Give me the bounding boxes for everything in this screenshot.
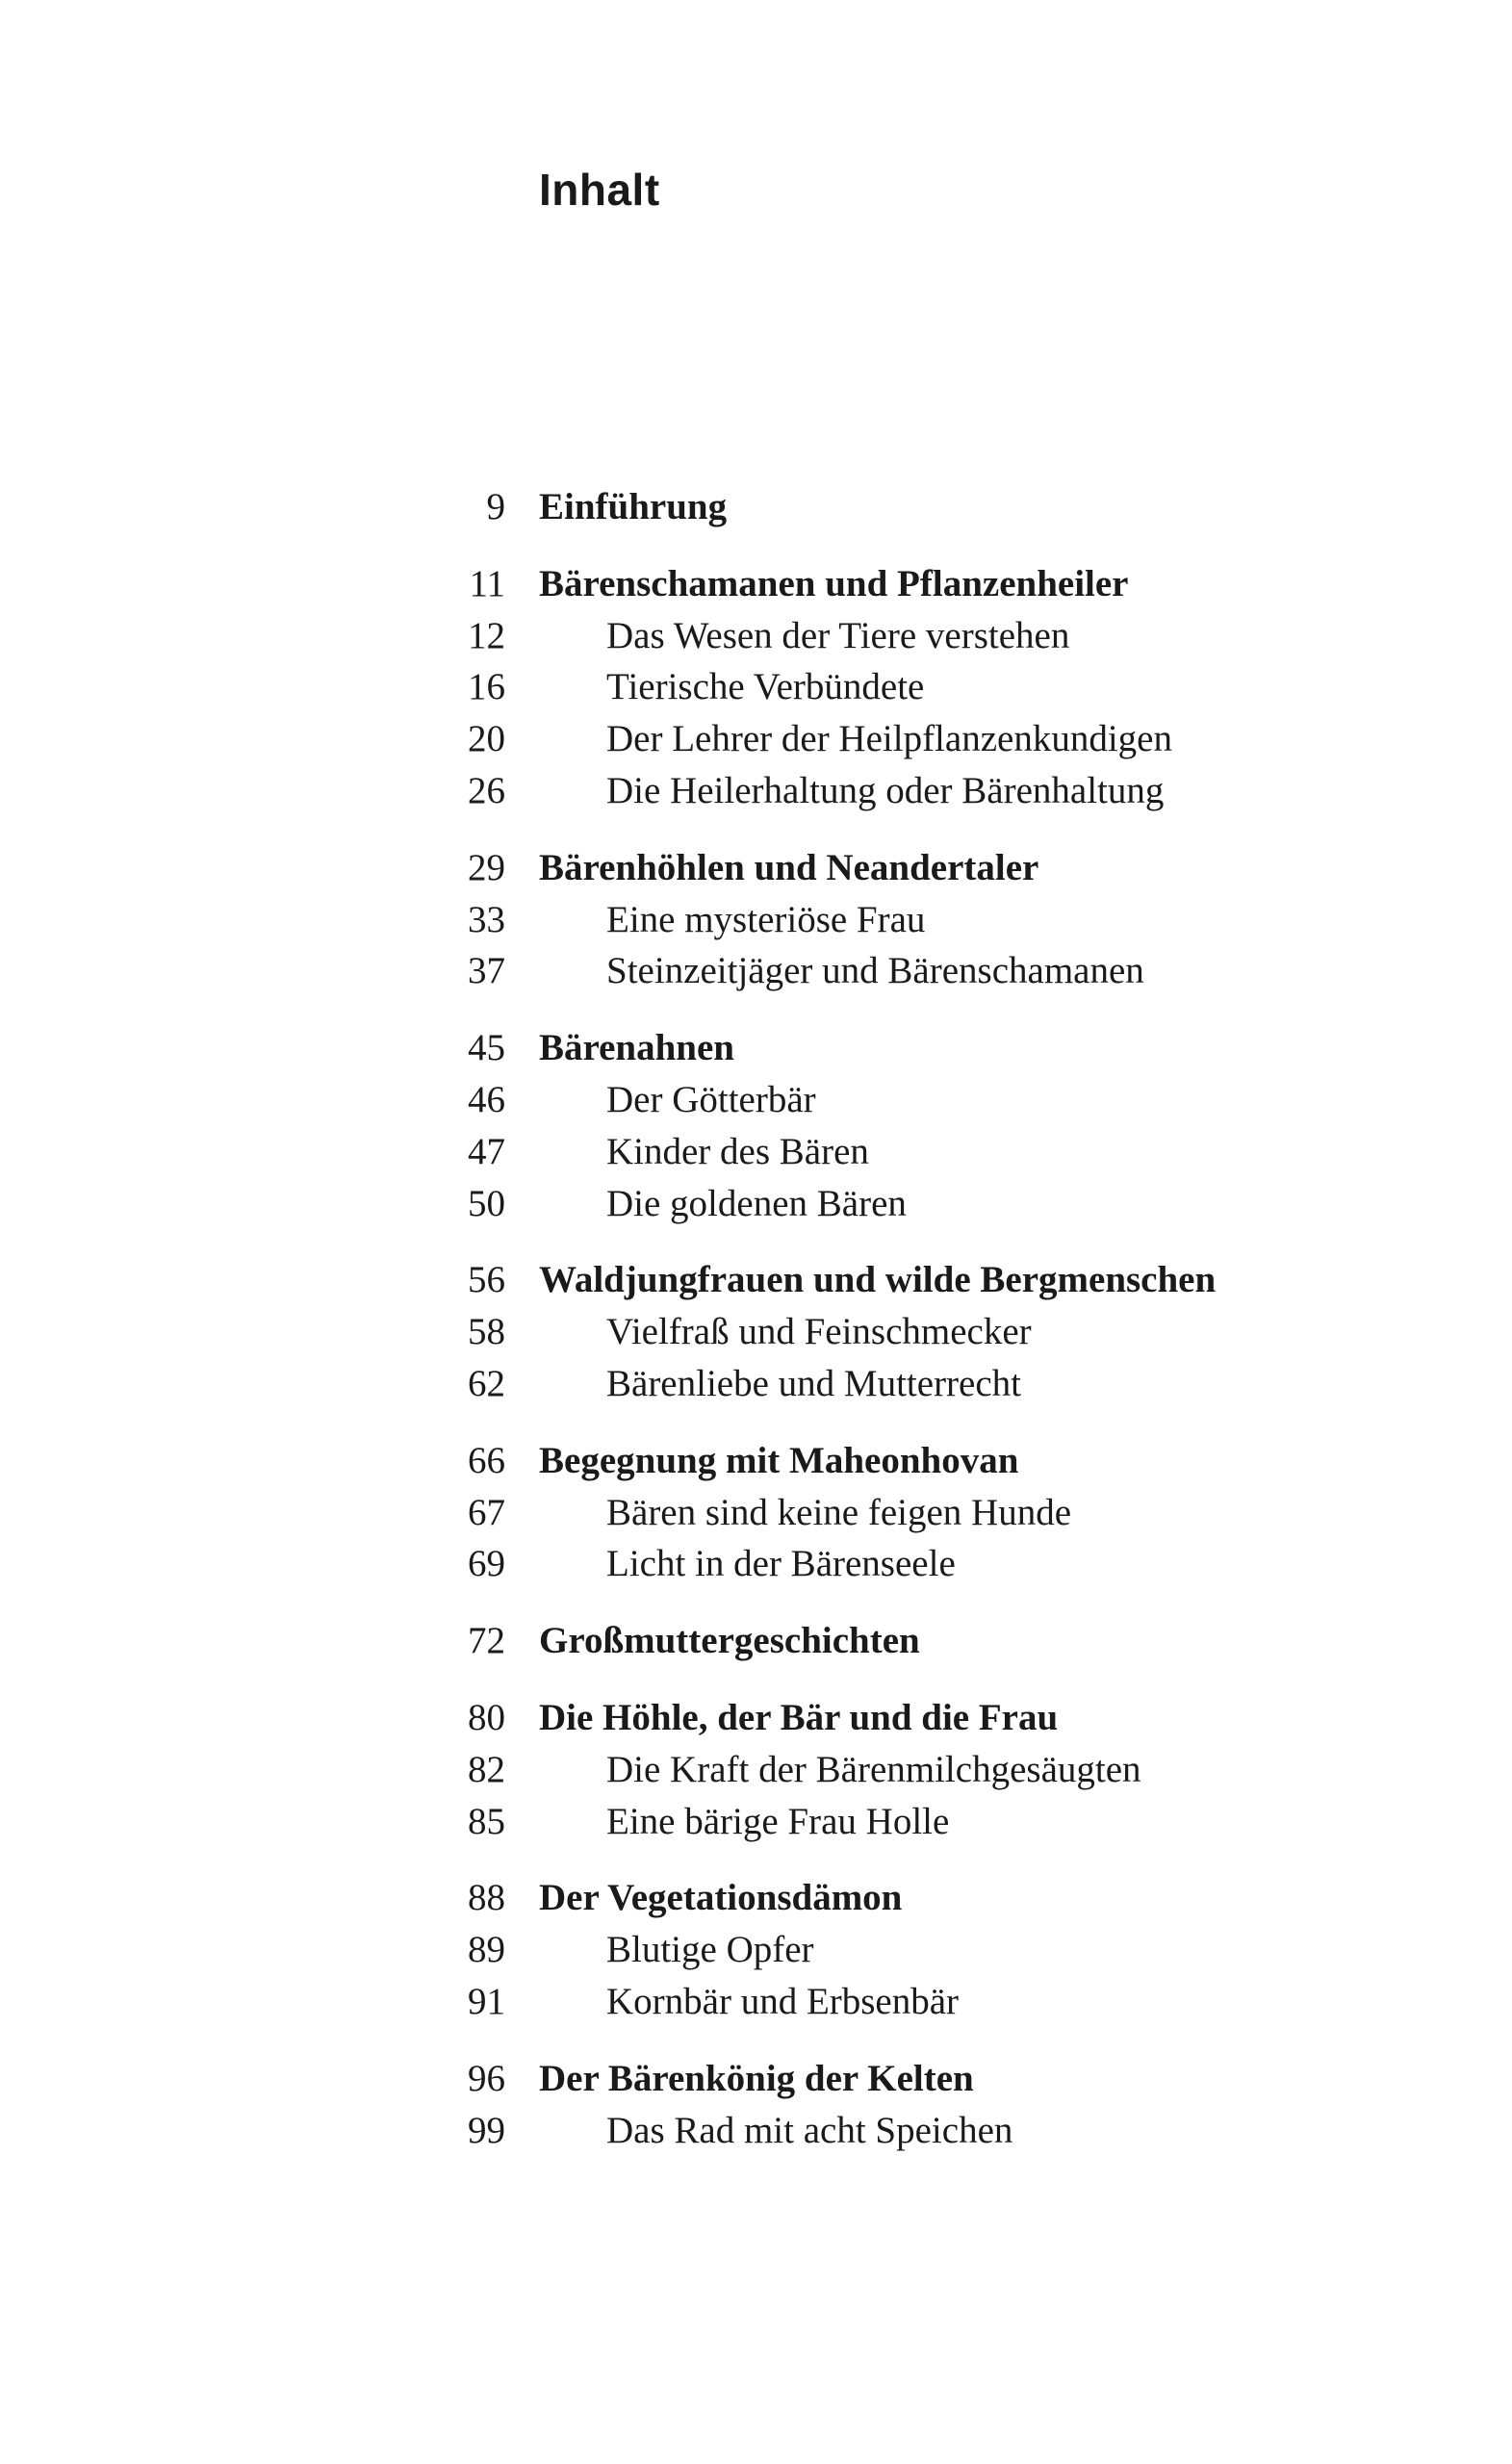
toc-chapter-entry: [0, 1692, 1512, 1744]
toc-subentry: [0, 894, 1512, 946]
toc-subentry-title: Die Kraft der Bärenmilchgesäugten: [606, 1748, 1141, 1790]
toc-section: [0, 1692, 1512, 1847]
toc-page-number: 66: [468, 1439, 505, 1481]
toc-page-number: 82: [468, 1748, 505, 1790]
toc-section: [0, 1254, 1512, 1409]
toc-page-number: 26: [468, 769, 505, 811]
toc-subentry-title: Das Wesen der Tiere verstehen: [606, 614, 1070, 656]
toc-subentry-title: Steinzeitjäger und Bärenschamanen: [606, 950, 1144, 992]
toc-subentry: [0, 945, 1512, 997]
toc-subentry-title: Blutige Opfer: [606, 1929, 814, 1971]
toc-chapter-entry: [0, 1435, 1512, 1487]
toc-subentry: [0, 1976, 1512, 2028]
toc-chapter-title: Großmuttergeschichten: [539, 1620, 920, 1662]
toc-subentry: [0, 1358, 1512, 1410]
toc-section: [0, 1022, 1512, 1229]
toc-page-number: 12: [468, 614, 505, 656]
page-title: Inhalt: [539, 165, 660, 215]
toc-chapter-title: Begegnung mit Maheonhovan: [539, 1439, 1019, 1481]
toc-chapter-title: Die Höhle, der Bär und die Frau: [539, 1696, 1059, 1738]
toc-page-number: 47: [468, 1130, 505, 1172]
toc-subentry-title: Die goldenen Bären: [606, 1182, 907, 1224]
toc-page-number: 96: [468, 2057, 505, 2099]
toc-page-number: 16: [468, 666, 505, 708]
toc-subentry: [0, 1538, 1512, 1590]
toc-chapter-title: Der Bärenkönig der Kelten: [539, 2057, 974, 2099]
toc-page-number: 67: [468, 1491, 505, 1533]
toc-chapter-entry: [0, 558, 1512, 610]
toc-page-number: 58: [468, 1311, 505, 1353]
toc-subentry: [0, 661, 1512, 713]
toc-subentry: [0, 1487, 1512, 1539]
toc-page-number: 69: [468, 1543, 505, 1585]
toc-page-number: 11: [469, 562, 505, 604]
toc-page-number: 89: [468, 1929, 505, 1971]
toc-subentry-title: Das Rad mit acht Speichen: [606, 2109, 1013, 2151]
toc-chapter-entry: [0, 1872, 1512, 1924]
toc-subentry: [0, 1126, 1512, 1178]
toc-subentry: [0, 1074, 1512, 1126]
toc-page-number: 45: [468, 1027, 505, 1069]
toc-page-number: 62: [468, 1362, 505, 1404]
toc-chapter-entry: [0, 2053, 1512, 2105]
toc-page-number: 85: [468, 1800, 505, 1842]
toc-page-number: 99: [468, 2109, 505, 2151]
toc-subentry-title: Tierische Verbündete: [606, 666, 925, 708]
toc-section: [0, 842, 1512, 997]
toc-subentry: [0, 610, 1512, 662]
toc-page-number: 72: [468, 1620, 505, 1662]
toc-chapter-entry: [0, 1022, 1512, 1074]
toc-section: [0, 558, 1512, 817]
toc-section: [0, 1435, 1512, 1590]
toc-chapter-title: Bärenhöhlen und Neandertaler: [539, 846, 1039, 888]
toc-subentry-title: Die Heilerhaltung oder Bärenhaltung: [606, 769, 1165, 811]
table-of-contents: [0, 481, 1512, 2181]
toc-section: [0, 481, 1512, 533]
toc-chapter-entry: [0, 1254, 1512, 1306]
toc-subentry: [0, 1796, 1512, 1848]
toc-subentry-title: Bären sind keine feigen Hunde: [606, 1491, 1072, 1533]
toc-page-number: 37: [468, 950, 505, 992]
toc-subentry-title: Der Lehrer der Heilpflanzenkundigen: [606, 718, 1172, 760]
toc-subentry-title: Der Götterbär: [606, 1078, 816, 1120]
toc-chapter-title: Bärenahnen: [539, 1027, 734, 1069]
toc-subentry: [0, 765, 1512, 817]
toc-chapter-entry: [0, 1615, 1512, 1667]
toc-page-number: 9: [486, 486, 505, 527]
toc-page-number: 80: [468, 1696, 505, 1738]
toc-subentry: [0, 1924, 1512, 1976]
toc-chapter-entry: [0, 481, 1512, 533]
toc-subentry: [0, 1744, 1512, 1796]
toc-page-number: 88: [468, 1877, 505, 1919]
toc-subentry-title: Kornbär und Erbsenbär: [606, 1980, 960, 2022]
toc-section: [0, 1872, 1512, 2027]
toc-subentry-title: Licht in der Bärenseele: [606, 1543, 956, 1585]
toc-subentry-title: Eine bärige Frau Holle: [606, 1800, 950, 1842]
toc-page-number: 46: [468, 1078, 505, 1120]
toc-page-number: 50: [468, 1182, 505, 1224]
toc-chapter-entry: [0, 842, 1512, 894]
toc-page-number: 20: [468, 718, 505, 760]
toc-subentry-title: Kinder des Bären: [606, 1130, 869, 1172]
toc-subentry-title: Eine mysteriöse Frau: [606, 898, 926, 940]
toc-page-number: 29: [468, 846, 505, 888]
toc-chapter-title: Bärenschamanen und Pflanzenheiler: [539, 562, 1129, 604]
toc-chapter-title: Einführung: [539, 486, 728, 527]
toc-subentry: [0, 713, 1512, 765]
toc-chapter-title: Waldjungfrauen und wilde Bergmenschen: [539, 1259, 1217, 1301]
toc-subentry: [0, 1178, 1512, 1230]
toc-page-number: 91: [468, 1980, 505, 2022]
toc-subentry-title: Bärenliebe und Mutterrecht: [606, 1362, 1021, 1404]
toc-page-number: 33: [468, 898, 505, 940]
toc-section: [0, 2053, 1512, 2157]
toc-section: [0, 1615, 1512, 1667]
toc-subentry: [0, 1306, 1512, 1358]
toc-subentry: [0, 2105, 1512, 2157]
toc-subentry-title: Vielfraß und Feinschmecker: [606, 1311, 1032, 1353]
toc-chapter-title: Der Vegetationsdämon: [539, 1877, 903, 1919]
toc-page-number: 56: [468, 1259, 505, 1301]
